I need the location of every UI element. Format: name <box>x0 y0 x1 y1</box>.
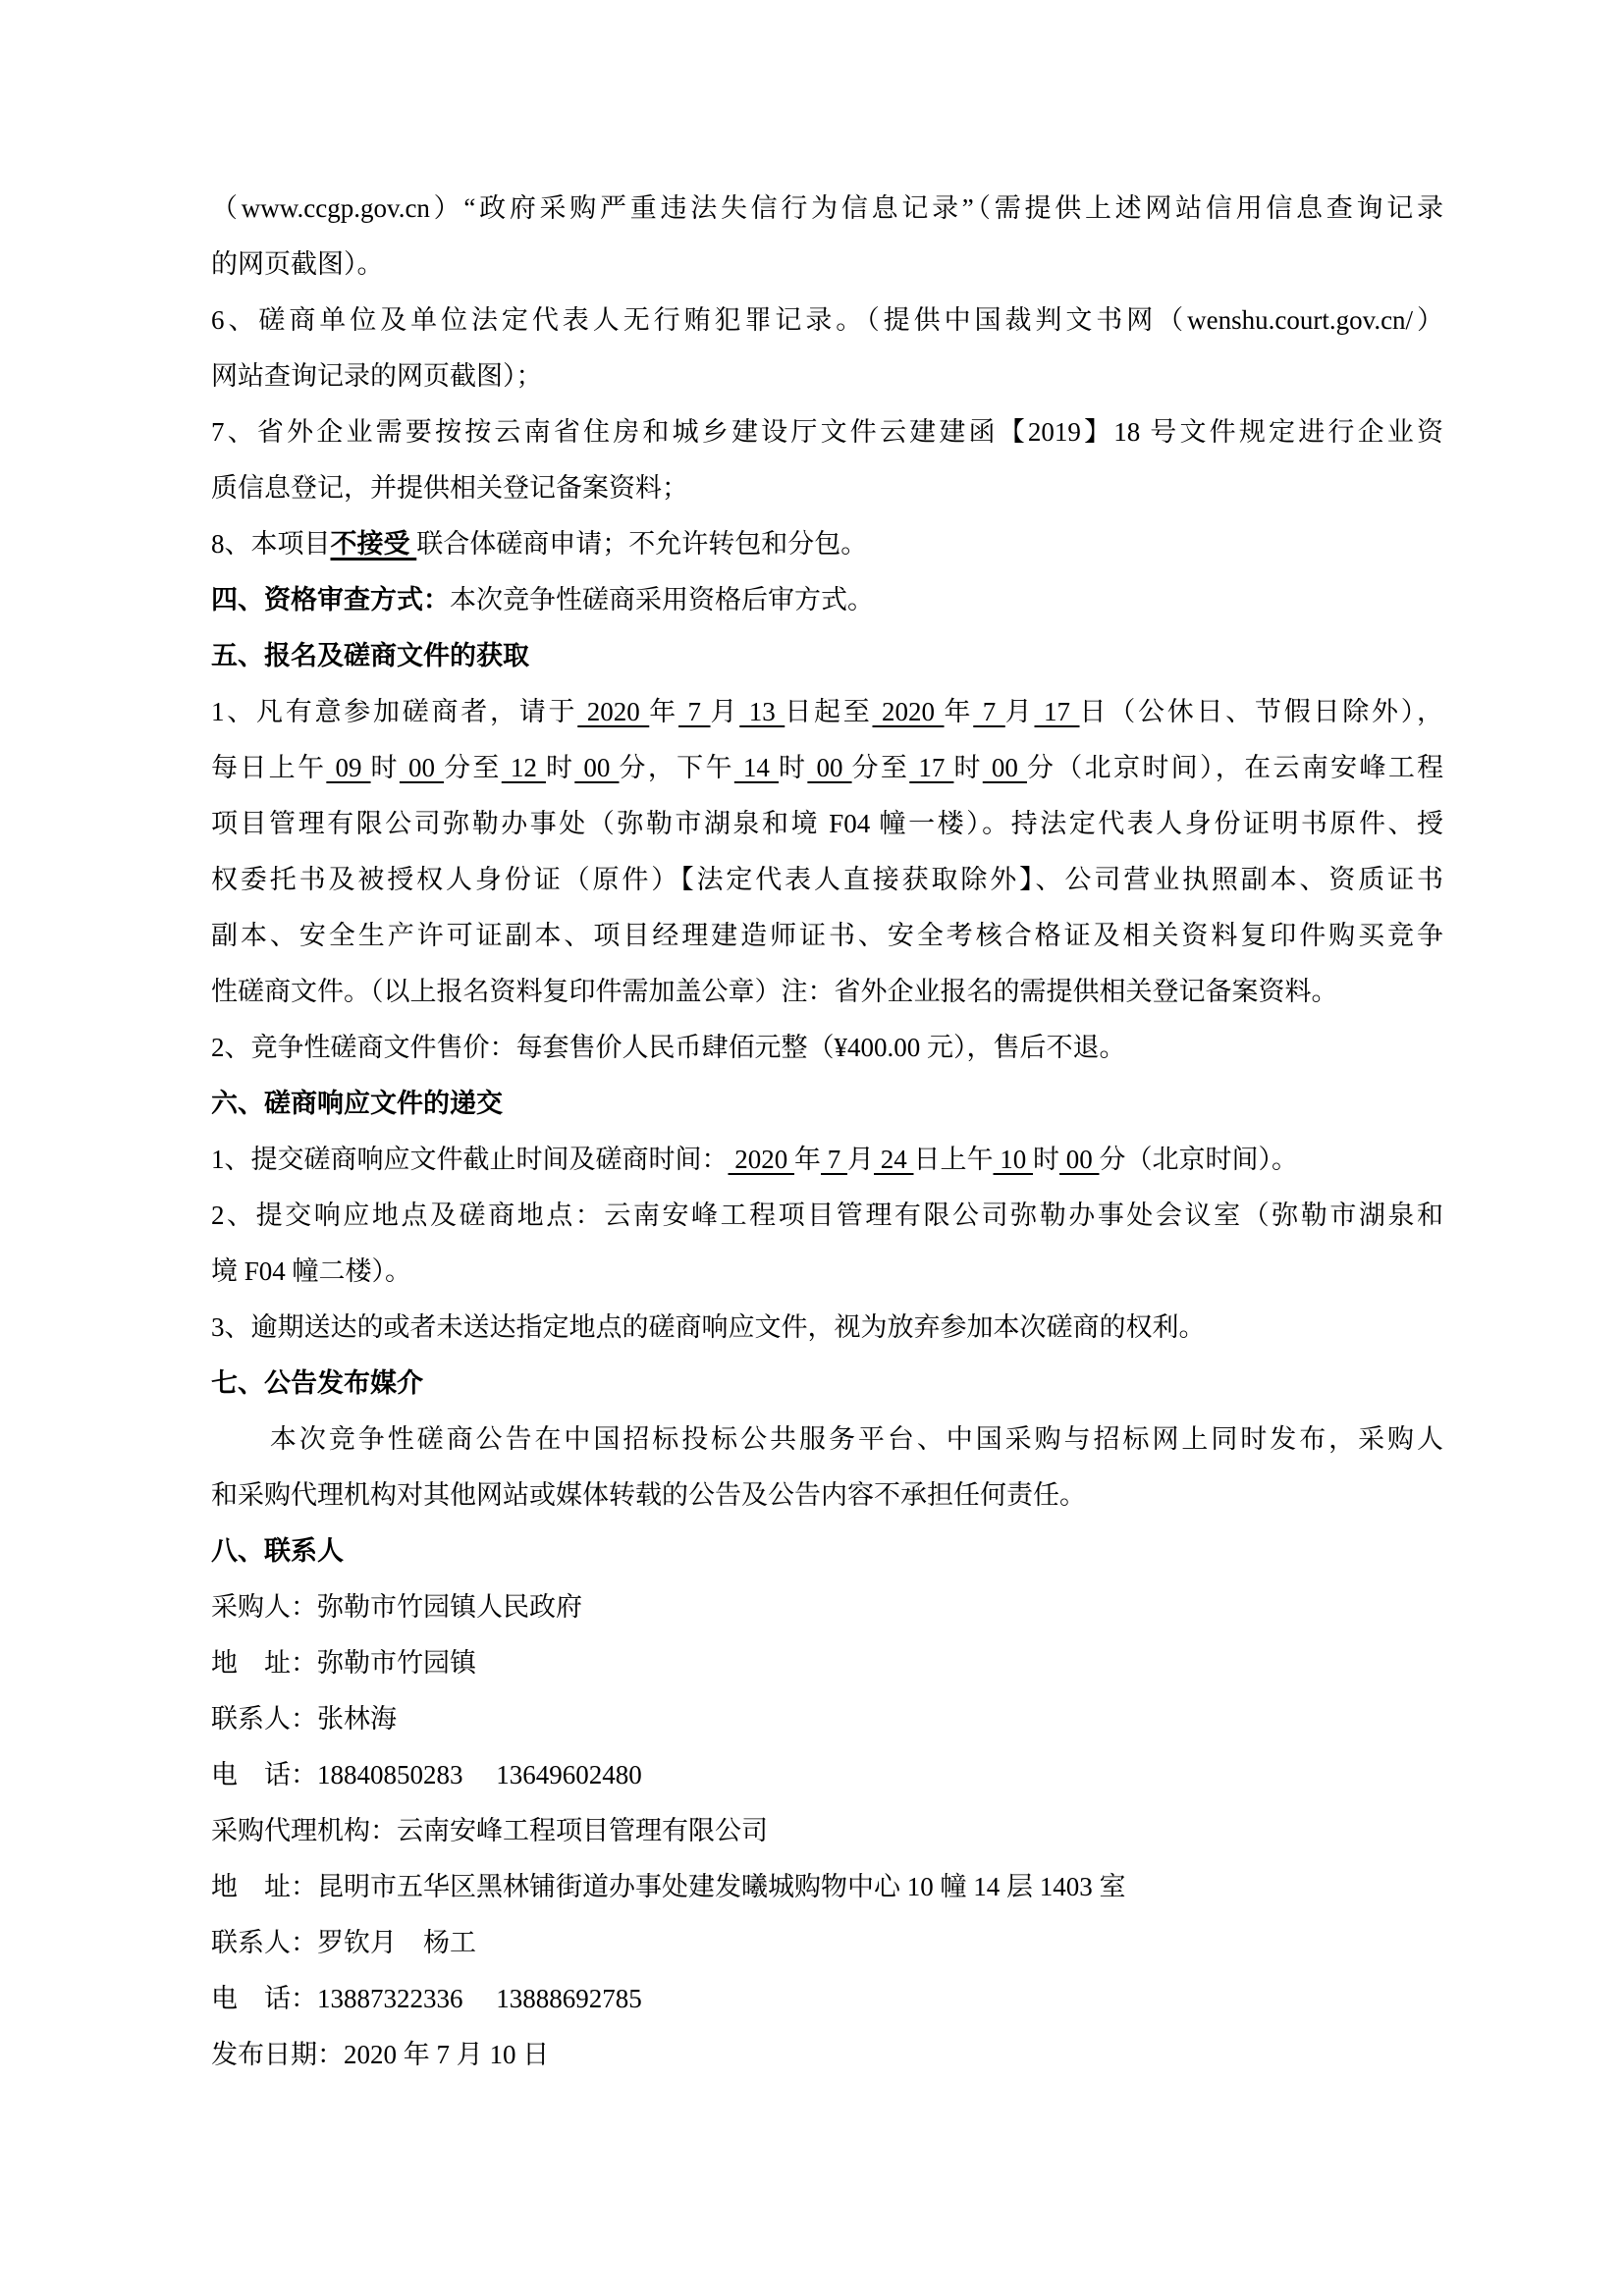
paragraph <box>211 1188 1443 1300</box>
paragraph <box>211 1859 1443 1915</box>
text-line: 采购人：弥勒市竹园镇人民政府 <box>211 1592 582 1622</box>
paragraph <box>211 1132 1443 1188</box>
underlined-value: 7 <box>973 697 1005 726</box>
underlined-value: 13 <box>739 697 785 726</box>
underlined-value: 2020 <box>872 697 945 726</box>
text-line: 境 F04 幢二楼）。 <box>211 1256 412 1286</box>
paragraph <box>211 404 1443 516</box>
text-line: 网站查询记录的网页截图）； <box>211 361 543 391</box>
paragraph <box>211 181 1443 293</box>
paragraph <box>211 1356 1443 1412</box>
text-line: 7、省外企业需要按按云南省住房和城乡建设厅文件云建建函【2019】18 号文件规定进行企业资 <box>211 417 1443 447</box>
text-line: 电 话：13887322336 13888692785 <box>211 1984 642 2013</box>
paragraph <box>211 2027 1443 2083</box>
paragraph <box>211 1579 1443 1635</box>
text-line: 地 址：弥勒市竹园镇 <box>211 1648 476 1678</box>
underlined-value: 00 <box>807 753 852 782</box>
text-line: 每日上午 09 时 00 分至 12 时 00 分，下午 14 时 00 分至 17 时 00 分（北京时间），在云南安峰工程 <box>211 753 1444 782</box>
underlined-value: 17 <box>909 753 954 782</box>
text-line: 采购代理机构：云南安峰工程项目管理有限公司 <box>211 1816 768 1845</box>
paragraph <box>211 1300 1443 1356</box>
text-line: 项目管理有限公司弥勒办事处（弥勒市湖泉和境 F04 幢一楼）。持法定代表人身份证明书原件、授 <box>211 809 1443 838</box>
underlined-value: 12 <box>501 753 546 782</box>
text-line: 本次竞争性磋商公告在中国招标投标公共服务平台、中国采购与招标网上同时发布，采购人 <box>211 1424 1443 1454</box>
text-line <box>211 1356 1443 1412</box>
document-body <box>211 181 1443 2083</box>
underlined-value: 2020 <box>577 697 650 726</box>
text-line: 3、逾期送达的或者未送达指定地点的磋商响应文件，视为放弃参加本次磋商的权利。 <box>211 1312 1206 1342</box>
paragraph <box>211 572 1443 628</box>
text-line: 发布日期：2020 年 7 月 10 日 <box>211 2040 550 2069</box>
underlined-value: 10 <box>993 1145 1033 1174</box>
paragraph <box>211 1915 1443 1971</box>
text-line: 8、本项目不接受 联合体磋商申请；不允许转包和分包。 <box>211 529 868 559</box>
underlined-value: 17 <box>1034 697 1080 726</box>
text-line: 质信息登记，并提供相关登记备案资料； <box>211 473 688 503</box>
paragraph <box>211 1523 1443 1579</box>
paragraph <box>211 628 1443 684</box>
underlined-value: 7 <box>678 697 711 726</box>
text-line: （www.ccgp.gov.cn）“政府采购严重违法失信行为信息记录”（需提供上述网站信用信息查询记录 <box>211 193 1443 223</box>
text-line: 1、凡有意参加磋商者，请于 2020 年 7 月 13 日起至 2020 年 7 月 17 日（公休日、节假日除外）， <box>211 697 1443 726</box>
text-line: 电 话：18840850283 13649602480 <box>211 1760 642 1789</box>
underlined-value: 14 <box>733 753 780 782</box>
text-line: 1、提交磋商响应文件截止时间及磋商时间： 2020 年 7 月 24 日上午 10 时 00 分（北京时间）。 <box>211 1145 1298 1174</box>
text-line <box>211 628 1443 684</box>
text-line: 的网页截图）。 <box>211 249 384 279</box>
paragraph <box>211 293 1443 404</box>
emphasized-underlined-text: 不接受 <box>330 529 417 559</box>
paragraph <box>211 516 1443 572</box>
text-line: 权委托书及被授权人身份证（原件）【法定代表人直接获取除外】、公司营业执照副本、资质证书 <box>211 865 1443 894</box>
paragraph <box>211 1635 1443 1691</box>
underlined-value: 00 <box>574 753 620 782</box>
paragraph <box>211 1971 1443 2027</box>
paragraph <box>211 1412 1443 1523</box>
text-line: 2、竞争性磋商文件售价：每套售价人民币肆佰元整（¥400.00 元），售后不退。 <box>211 1033 1126 1062</box>
underlined-value: 2020 <box>728 1145 794 1174</box>
text-line: 2、提交响应地点及磋商地点：云南安峰工程项目管理有限公司弥勒办事处会议室（弥勒市湖泉和 <box>211 1201 1443 1230</box>
text-line: 联系人：张林海 <box>211 1704 397 1734</box>
paragraph <box>211 1691 1443 1747</box>
heading-text: 七、公告发布媒介 <box>211 1368 423 1398</box>
text-line: 6、磋商单位及单位法定代表人无行贿犯罪记录。（提供中国裁判文书网（wenshu.court.gov.cn/） <box>211 305 1443 335</box>
underlined-value: 00 <box>1059 1145 1100 1174</box>
text-line: 和采购代理机构对其他网站或媒体转载的公告及公告内容不承担任何责任。 <box>211 1480 1086 1510</box>
text-line <box>211 1523 1443 1579</box>
heading-text: 四、资格审查方式： <box>211 585 450 614</box>
underlined-value: 00 <box>982 753 1027 782</box>
paragraph <box>211 1803 1443 1859</box>
paragraph <box>211 1076 1443 1132</box>
text-line: 联系人：罗钦月 杨工 <box>211 1928 476 1957</box>
underlined-value: 00 <box>399 753 445 782</box>
heading-text: 八、联系人 <box>211 1536 344 1566</box>
text-line: 性磋商文件。（以上报名资料复印件需加盖公章）注：省外企业报名的需提供相关登记备案资料。 <box>211 977 1338 1006</box>
underlined-value: 24 <box>874 1145 914 1174</box>
text-line: 地 址：昆明市五华区黑林铺街道办事处建发曦城购物中心 10 幢 14 层 1403 室 <box>211 1872 1126 1901</box>
paragraph <box>211 1747 1443 1803</box>
text-line <box>211 1076 1443 1132</box>
paragraph <box>211 684 1443 1020</box>
text-line: 四、资格审查方式：本次竞争性磋商采用资格后审方式。 <box>211 585 874 614</box>
text-line: 副本、安全生产许可证副本、项目经理建造师证书、安全考核合格证及相关资料复印件购买竞争 <box>211 921 1443 950</box>
paragraph <box>211 1020 1443 1076</box>
underlined-value: 7 <box>821 1145 847 1174</box>
underlined-value: 09 <box>326 753 371 782</box>
heading-text: 五、报名及磋商文件的获取 <box>211 641 529 670</box>
heading-text: 六、磋商响应文件的递交 <box>211 1089 503 1118</box>
